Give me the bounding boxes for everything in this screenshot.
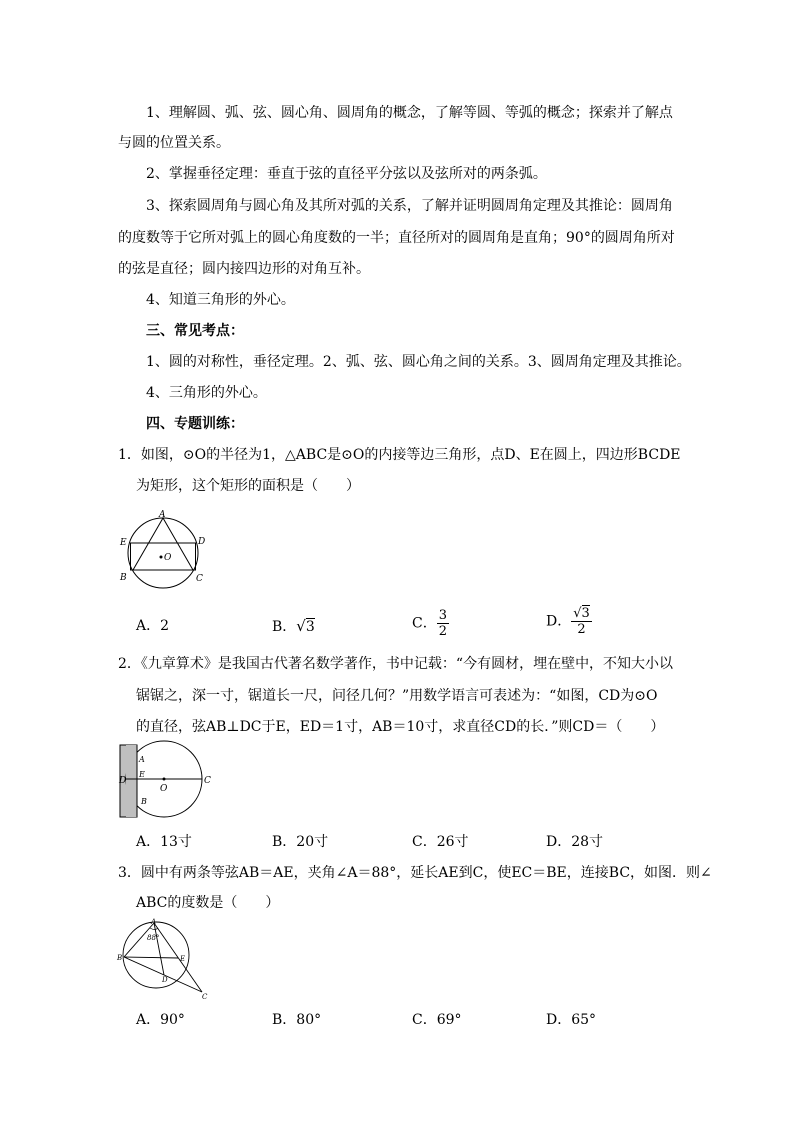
objective-line-1: 1、理解圆、弧、弦、圆心角、圆周角的概念，了解等圆、等弧的概念；探索并了解点 — [146, 105, 673, 121]
q2-stem-line-3: 的直径，弦AB⊥DC于E，ED＝1寸，AB＝10寸，求直径CD的长．”则CD＝（ ） — [136, 719, 665, 735]
q3-label-a: A — [151, 918, 157, 926]
q1-stem-line-1: 1．如图，⊙O的半径为1，△ABC是⊙O的内接等边三角形，点D、E在圆上，四边形BCDE — [118, 447, 681, 463]
q3-label-e: E — [180, 955, 186, 963]
objective-line-2: 与圆的位置关系。 — [118, 135, 230, 151]
section3-line-2: 4、三角形的外心。 — [146, 385, 267, 401]
objective-line-4: 3、探索圆周角与圆心角及其所对弧的关系，了解并证明圆周角定理及其推论：圆周角 — [146, 198, 673, 214]
q3-stem-line-1: 3．圆中有两条等弦AB＝AE，夹角∠A＝88°，延长AE到C，使EC＝BE，连接BC，如图．则∠ — [118, 865, 712, 881]
q1-circle — [128, 518, 198, 588]
q2-stem-line-1: 2．《九章算术》是我国古代著名数学著作，书中记载：“今有圆材，埋在壁中，不知大小以 — [118, 656, 674, 672]
q2-label-e: E — [139, 770, 145, 779]
q3-line-be — [124, 957, 178, 958]
q2-option-a: A．13寸 — [136, 834, 192, 850]
section4-heading: 四、专题训练： — [146, 416, 244, 432]
q3-figure — [114, 918, 214, 1002]
objective-line-6: 的弦是直径；圆内接四边形的对角互补。 — [118, 261, 370, 277]
q2-center-dot — [163, 778, 166, 781]
q2-label-c: C — [204, 776, 211, 786]
q2-label-o: O — [160, 784, 168, 794]
q2-option-d: D．28寸 — [546, 834, 604, 850]
q2-label-a: A — [139, 755, 145, 764]
q1-option-d-prefix: D． — [546, 613, 572, 630]
q2-label-d: D — [119, 776, 127, 786]
q2-figure — [116, 740, 216, 822]
q3-angle-arc — [150, 928, 158, 930]
q1-label-b: B — [120, 573, 127, 583]
objective-line-7: 4、知道三角形的外心。 — [146, 292, 295, 308]
q3-option-d: D．65° — [546, 1012, 597, 1028]
section3-heading: 三、常见考点： — [146, 323, 244, 339]
q1-option-c-fraction: $\frac{3}{2}$ — [438, 608, 447, 639]
section3-line-1: 1、圆的对称性，垂径定理。2、弧、弦、圆心角之间的关系。3、圆周角定理及其推论。 — [146, 354, 691, 370]
q3-stem-line-2: ABC的度数是（ ） — [136, 895, 280, 911]
objective-line-5: 的度数等于它所对弧上的圆心角度数的一半；直径所对的圆周角是直角；90°的圆周角所对 — [118, 230, 675, 246]
q2-label-b: B — [141, 797, 147, 806]
q1-option-b — [272, 616, 315, 637]
q2-stem-line-2: 锯锯之，深一寸，锯道长一尺，问径几何？”用数学语言可表述为：“如图，CD为⊙O — [136, 688, 658, 704]
q1-label-e: E — [120, 538, 127, 548]
q1-option-a: A．2 — [136, 618, 170, 634]
q1-option-c — [412, 608, 449, 639]
q3-option-c: C．69° — [412, 1012, 462, 1028]
q3-label-b: B — [117, 954, 123, 962]
q1-option-d-fraction: $\frac{√3}{2}$ — [573, 606, 590, 637]
q2-wall-overlap — [126, 745, 137, 817]
q1-center-dot — [160, 556, 163, 559]
q1-label-d: D — [198, 537, 206, 547]
q3-option-b: B．80° — [272, 1012, 322, 1028]
q1-stem-line-2: 为矩形，这个矩形的面积是（ ） — [136, 478, 360, 494]
objective-line-3: 2、掌握垂径定理：垂直于弦的直径平分弦以及弦所对的两条弧。 — [146, 166, 547, 182]
q1-triangle — [133, 518, 193, 570]
q1-label-o: O — [164, 553, 172, 563]
q3-label-angle: 88° — [147, 934, 160, 942]
q1-label-c: C — [196, 574, 203, 584]
q3-label-c: C — [202, 993, 208, 1001]
sqrt-icon: √ — [573, 606, 582, 621]
q1-option-b-prefix: B． — [272, 619, 297, 635]
q1-figure — [116, 508, 216, 590]
q1-option-d — [546, 606, 592, 637]
q2-option-b: B．20寸 — [272, 834, 329, 850]
sqrt-icon: √ — [296, 617, 306, 635]
q3-label-d: D — [162, 976, 168, 984]
q1-option-b-radicand: 3 — [305, 619, 315, 635]
q3-option-a: A．90° — [136, 1012, 185, 1028]
q2-option-c: C．26寸 — [412, 834, 469, 850]
q1-option-c-prefix: C． — [412, 615, 437, 632]
q1-label-a: A — [159, 510, 166, 520]
